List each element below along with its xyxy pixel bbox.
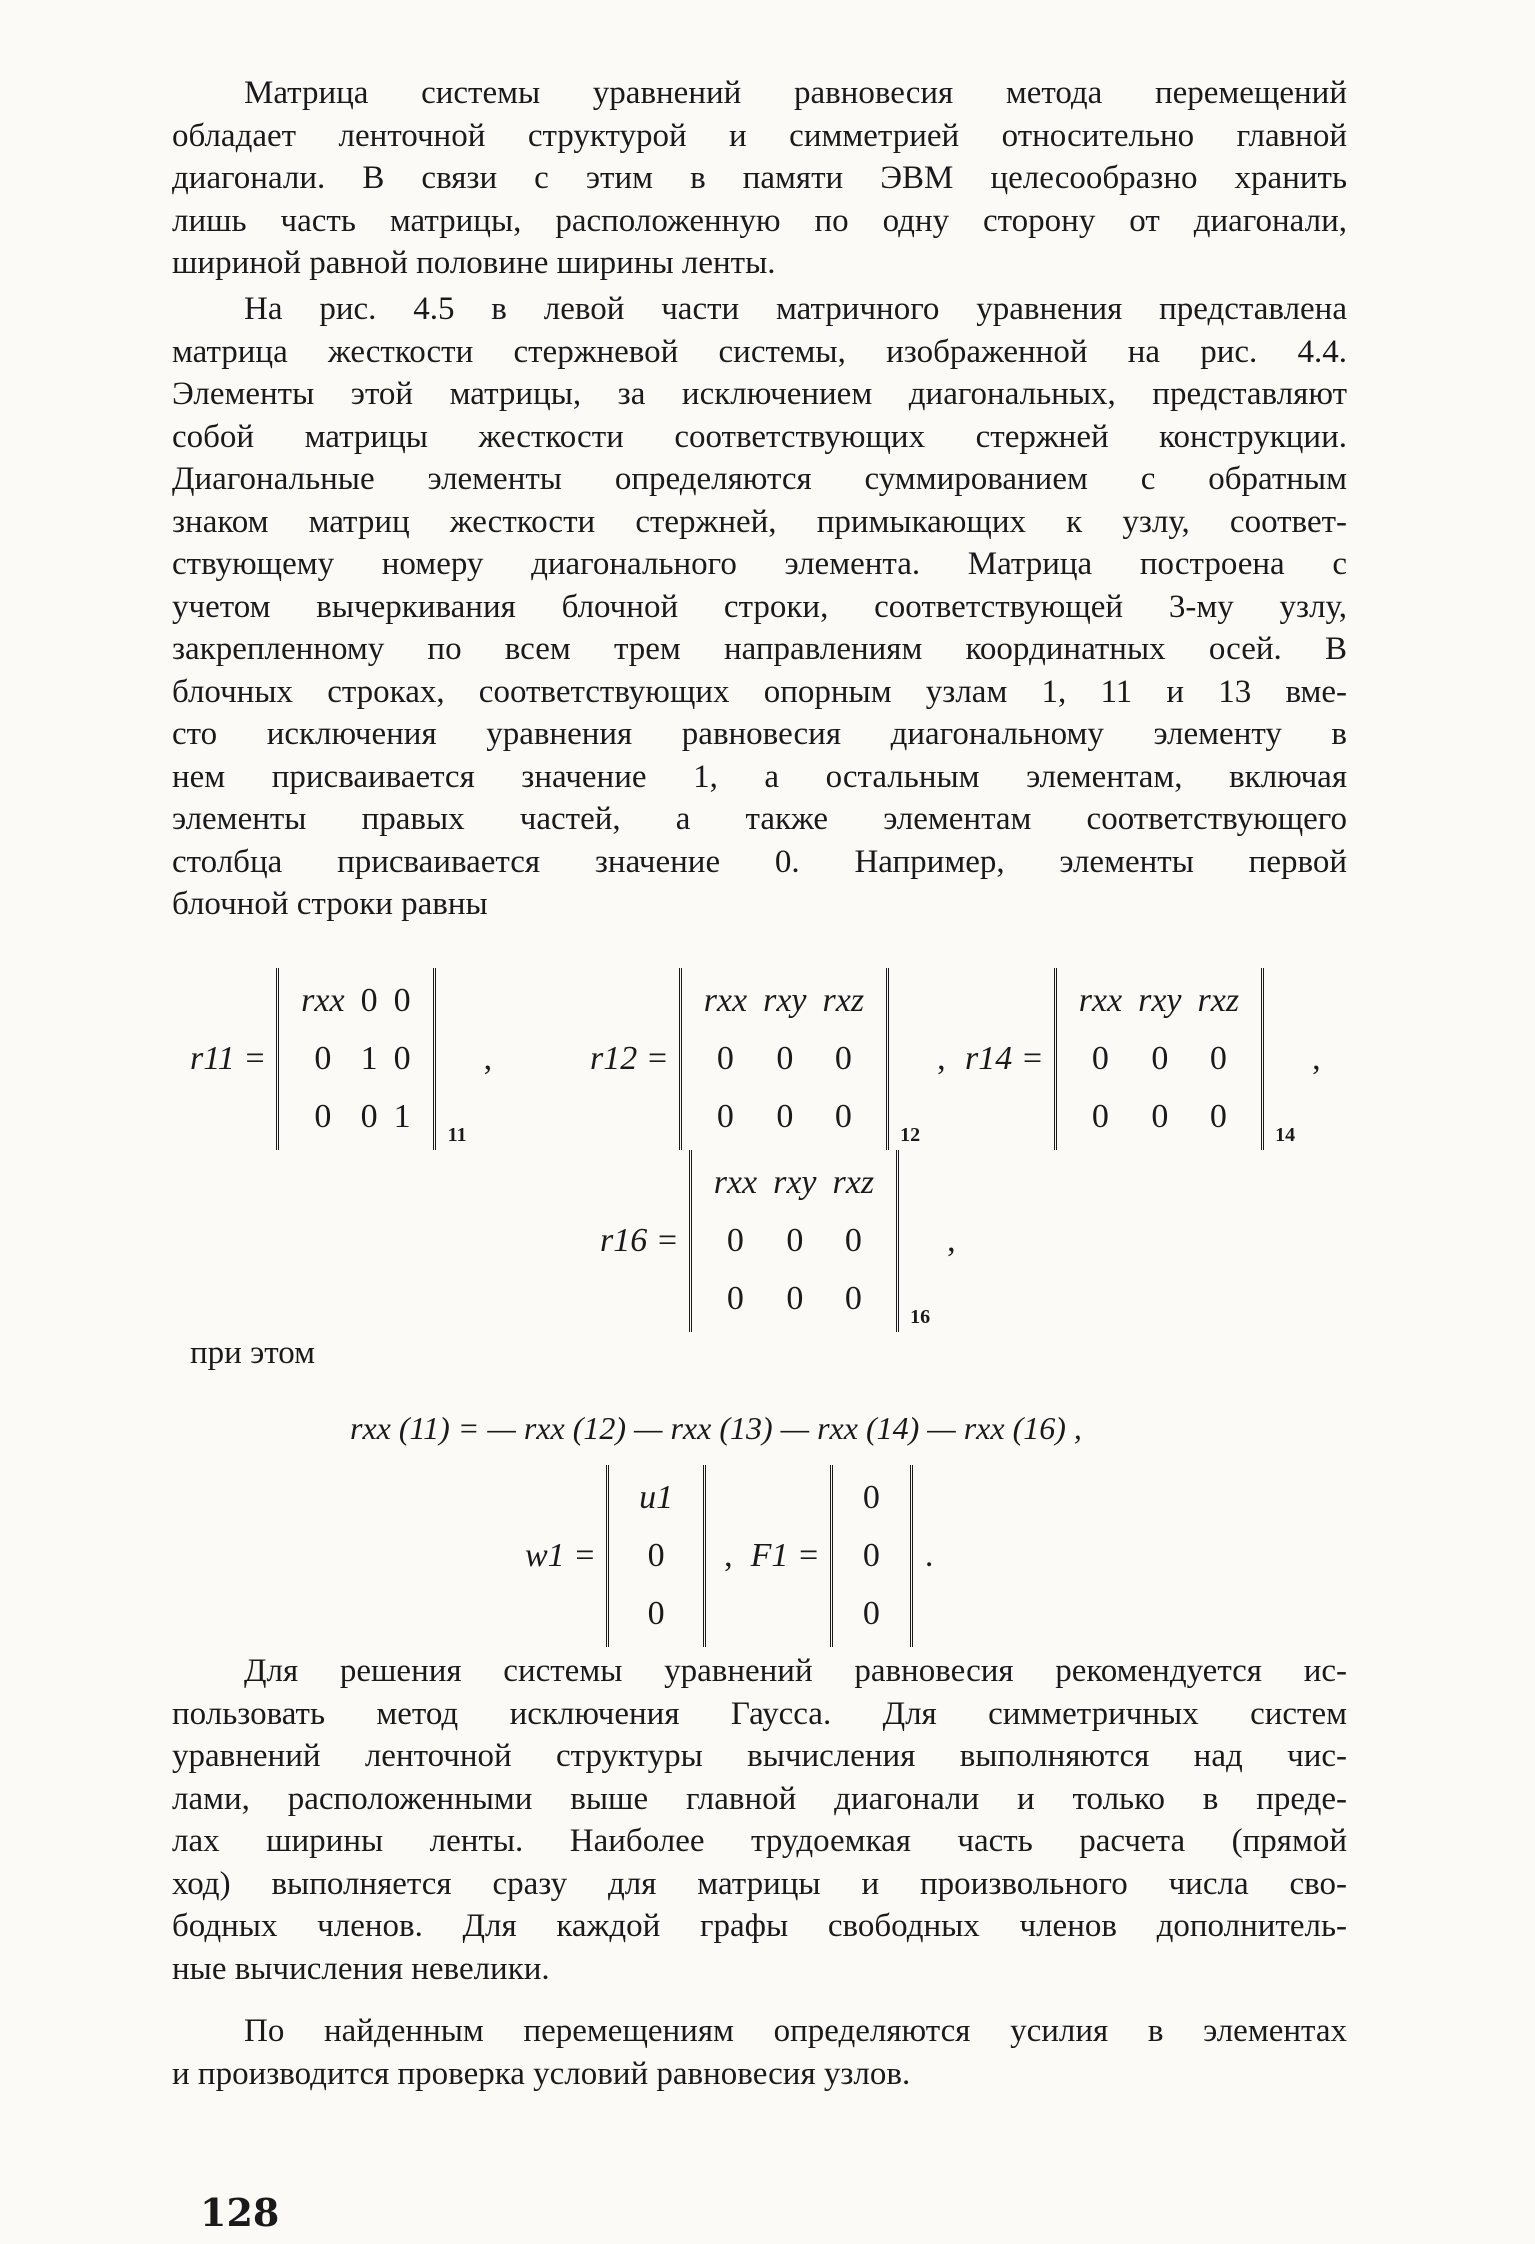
matrix-cell: 0 — [834, 1098, 852, 1135]
matrix-cell: 0 — [1151, 1040, 1169, 1077]
matrix-cell: 0 — [844, 1222, 862, 1259]
text-line: ствующему номеру диагонального элемента. Матрица построена с — [172, 546, 1347, 582]
matrix-cell: rxy — [1138, 982, 1182, 1019]
text-line: элементы правых частей, а также элементам соответствующего — [172, 801, 1347, 837]
matrix-cell: 0 — [834, 1040, 852, 1077]
text-line: и производится проверка условий равновесия узлов. — [172, 2055, 911, 2092]
paragraph-1 — [172, 72, 1347, 285]
matrix-subscript: 11 — [447, 1124, 467, 1146]
vector-label: w1 = — [525, 1537, 597, 1574]
matrix-cell: 0 — [786, 1280, 804, 1317]
matrix-cell: 0 — [360, 982, 378, 1019]
vector-cell: 0 — [862, 1537, 880, 1574]
text-line: шириной равной половине ширины ленты. — [172, 245, 776, 281]
vector-cell: 0 — [862, 1479, 880, 1516]
matrix-body — [679, 968, 921, 1150]
matrix-cell: 0 — [314, 1040, 332, 1077]
text-line: столбца присваивается значение 0. Например, элементы первой — [172, 843, 1347, 880]
text-line: лами, расположенными выше главной диагонали и только в преде- — [172, 1780, 1347, 1817]
matrix-cell: 0 — [844, 1280, 862, 1317]
matrix-label: r16 = — [600, 1222, 679, 1259]
paragraph-2 — [172, 288, 1347, 926]
text-line: Элементы этой матрицы, за исключением диагональных, представляют — [172, 376, 1347, 412]
matrix-cell: 0 — [776, 1098, 794, 1135]
text-line: собой матрицы жесткости соответствующих стержней конструкции. — [172, 418, 1347, 455]
text-line: бодных членов. Для каждой графы свободных членов дополнитель- — [172, 1908, 1347, 1944]
matrix-body — [689, 1150, 931, 1332]
vector-cell: u1 — [639, 1479, 674, 1516]
text-line: нем присваивается значение 1, а остальным элементам, включая — [172, 758, 1347, 795]
matrix-r14: r14 = rxx rxy rxz 0 0 0 0 0 0 14 , — [965, 968, 1321, 1150]
text-line: На рис. 4.5 в левой части матричного уравнения представлена — [244, 291, 1347, 327]
text-line: учетом вычеркивания блочной строки, соответствующей 3-му узлу, — [172, 588, 1347, 625]
paragraph-4 — [172, 2010, 1347, 2095]
matrix-cell: 0 — [726, 1222, 744, 1259]
matrix-cell: 0 — [776, 1040, 794, 1077]
matrix-cell: 0 — [1091, 1040, 1109, 1077]
matrix-subscript: 14 — [1275, 1124, 1296, 1146]
text-line: Матрица системы уравнений равновесия метода перемещений — [244, 75, 1347, 111]
text-pri-etom: при этом — [190, 1335, 315, 1371]
text-line: ные вычисления невелики. — [172, 1950, 550, 1987]
matrix-cell: 0 — [393, 1040, 411, 1077]
text-line: По найденным перемещениям определяются усилия в элементах — [244, 2013, 1347, 2049]
text-line: лишь часть матрицы, расположенную по одну сторону от диагонали, — [172, 202, 1347, 239]
matrix-cell: rxx — [703, 982, 748, 1019]
text-line: блочных строках, соответствующих опорным узлам 1, 11 и 13 вме- — [172, 673, 1347, 710]
matrix-subscript: 16 — [910, 1306, 931, 1328]
vector-body — [830, 1465, 913, 1647]
matrix-cell: 0 — [1209, 1040, 1227, 1077]
text-line: блочной строки равны — [172, 886, 488, 922]
matrix-label: r11 = — [190, 1040, 267, 1077]
text-line: Для решения системы уравнений равновесия рекомендуется ис- — [244, 1653, 1347, 1689]
matrix-r16: r16 = rxx rxy rxz 0 0 0 0 0 0 16 , — [600, 1150, 956, 1332]
text-line: обладает ленточной структурой и симметрией относительно главной — [172, 117, 1347, 154]
matrix-subscript: 12 — [900, 1124, 921, 1146]
matrix-cell: 0 — [360, 1098, 378, 1135]
matrix-cell: 0 — [1209, 1098, 1227, 1135]
matrix-cell: 0 — [716, 1040, 734, 1077]
matrix-body — [1054, 968, 1296, 1150]
text-line: пользовать метод исключения Гаусса. Для симметричных систем — [172, 1695, 1347, 1732]
vector-body — [606, 1465, 706, 1647]
equation-rxx-sum: rxx (11) = — rxx (12) — rxx (13) — rxx (14) — rxx (16) , — [350, 1410, 1082, 1446]
matrix-label: r14 = — [965, 1040, 1044, 1077]
text-line: лах ширины ленты. Наиболее трудоемкая часть расчета (прямой — [172, 1823, 1347, 1859]
matrix-cell: rxy — [763, 982, 807, 1019]
matrix-cell: 0 — [1151, 1098, 1169, 1135]
paragraph-3 — [172, 1650, 1347, 1990]
matrix-cell: 0 — [726, 1280, 744, 1317]
matrix-cell: rxx — [301, 982, 345, 1019]
vector-cell: 0 — [647, 1595, 665, 1632]
text-line: знаком матриц жесткости стержней, примыкающих к узлу, соответ- — [172, 503, 1347, 540]
matrix-r11: r11 = rxx 0 0 0 1 0 0 0 1 11 , — [190, 968, 492, 1150]
vector-cell: 0 — [862, 1595, 880, 1632]
matrix-cell: rxz — [832, 1164, 875, 1201]
text-line: сто исключения уравнения равновесия диагональному элементу в — [172, 716, 1347, 752]
vector-cell: 0 — [647, 1537, 665, 1574]
matrix-cell: rxy — [773, 1164, 817, 1201]
matrix-cell: rxx — [1078, 982, 1123, 1019]
vector-label: F1 = — [750, 1537, 820, 1574]
matrix-cell: 0 — [786, 1222, 804, 1259]
text-line: закрепленному по всем трем направлениям координатных осей. В — [172, 631, 1347, 667]
text-line: ход) выполняется сразу для матрицы и произвольного числа сво- — [172, 1865, 1347, 1902]
matrix-cell: 0 — [1091, 1098, 1109, 1135]
text-line: диагонали. В связи с этим в памяти ЭВМ целесообразно хранить — [172, 160, 1347, 196]
text-line: уравнений ленточной структуры вычисления выполняются над чис- — [172, 1738, 1347, 1774]
matrix-label: r12 = — [590, 1040, 669, 1077]
matrix-cell: 0 — [393, 982, 411, 1019]
matrix-cell: 1 — [360, 1040, 378, 1077]
matrix-cell: rxx — [713, 1164, 758, 1201]
matrix-cell: rxz — [1197, 982, 1240, 1019]
matrix-body — [276, 968, 467, 1150]
matrix-cell: rxz — [822, 982, 865, 1019]
vector-w1: w1 = u1 0 0 , F1 = 0 0 0 . — [525, 1465, 933, 1647]
matrix-cell: 0 — [716, 1098, 734, 1135]
matrix-cell: 0 — [314, 1098, 332, 1135]
page-number: 128 — [200, 2190, 280, 2235]
text-line: Диагональные элементы определяются суммированием с обратным — [172, 461, 1347, 497]
text-line: матрица жесткости стержневой системы, изображенной на рис. 4.4. — [172, 333, 1347, 370]
matrix-cell: 1 — [393, 1098, 411, 1135]
matrix-r12: r12 = rxx rxy rxz 0 0 0 0 0 0 12 , — [590, 968, 946, 1150]
